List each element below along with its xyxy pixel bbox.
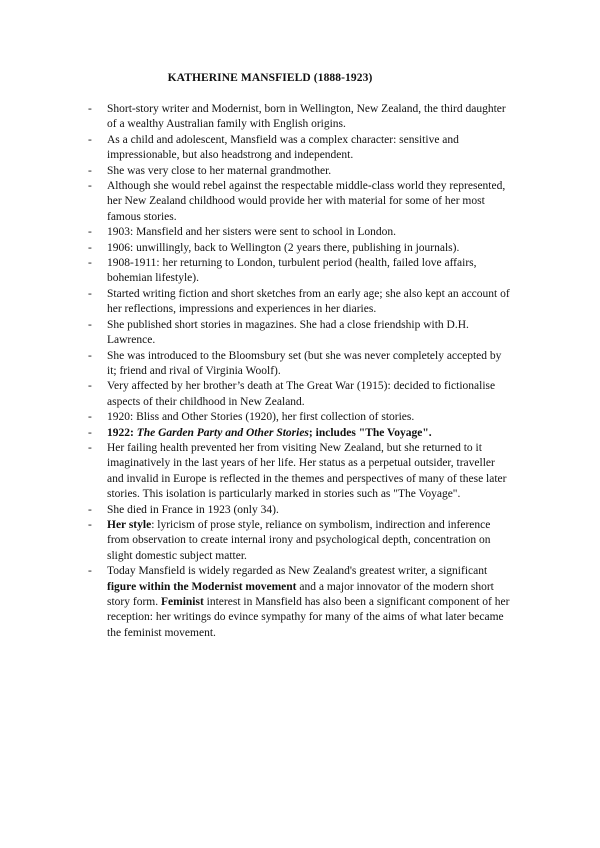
item-text: 1908-1911: her returning to London, turbulent period (health, failed love affairs, bohemian lifestyle). xyxy=(107,257,477,285)
list-item xyxy=(88,256,510,287)
document-title: KATHERINE MANSFIELD (1888-1923) xyxy=(167,72,373,84)
list-item-style xyxy=(88,518,510,564)
bullet-dash: - xyxy=(88,426,92,439)
bullet-dash: - xyxy=(88,565,92,578)
item-year: 1922: xyxy=(107,426,134,439)
biography-notes-list xyxy=(88,102,510,641)
item-text: 1903: Mansfield and her sisters were sent to school in London. xyxy=(107,226,397,239)
bullet-dash: - xyxy=(88,349,92,362)
item-text: Started writing fiction and short sketches from an early age; she also kept an account of her reflections, impressions and experiences in her diaries. xyxy=(107,287,510,316)
item-text: She was introduced to the Bloomsbury set (but she was never completely accepted by it; friend and rival of Virginia Woolf). xyxy=(107,349,502,377)
list-item xyxy=(88,102,510,133)
bullet-dash: - xyxy=(88,241,92,254)
item-emphasis: Feminist xyxy=(160,596,204,608)
bullet-dash: - xyxy=(88,180,92,193)
list-item xyxy=(88,410,510,425)
item-text: Her failing health prevented her from visiting New Zealand, but she returned to it imaginatively in the last years of her life. Her status as a perpetual outsider, traveller and invalid in Europe is reflected in the themes and perspectives of many of these later stories. This isolation is particularly marked in stories such as "The Voyage". xyxy=(107,441,507,501)
item-text: Today Mansfield is widely regarded as New Zealand's greatest writer, a significant xyxy=(107,565,488,578)
list-item xyxy=(88,133,510,164)
item-text: Although she would rebel against the respectable middle-class world they represented, her New Zealand childhood would provide her with material for some of her most famous stories. xyxy=(107,180,506,223)
item-text: As a child and adolescent, Mansfield was a complex character: sensitive and impressionable, but also headstrong and independent. xyxy=(107,133,459,162)
bullet-dash: - xyxy=(88,441,92,454)
item-text: She published short stories in magazines. She had a close friendship with D.H. Lawrence. xyxy=(107,318,469,347)
bullet-dash: - xyxy=(88,133,92,146)
list-item xyxy=(88,503,510,518)
bullet-dash: - xyxy=(88,164,92,177)
list-item xyxy=(88,379,510,410)
item-text: 1906: unwillingly, back to Wellington (2 years there, publishing in journals). xyxy=(107,241,460,254)
list-item-legacy xyxy=(88,564,510,641)
item-text: She died in France in 1923 (only 34). xyxy=(107,503,279,516)
bullet-dash: - xyxy=(88,411,92,424)
list-item xyxy=(88,441,510,503)
item-text: and a major innovator of the modern short story form. xyxy=(107,580,494,608)
item-emphasis: figure within the Modernist movement xyxy=(107,580,297,593)
bullet-dash: - xyxy=(88,287,92,300)
list-item xyxy=(88,241,510,256)
list-item xyxy=(88,349,510,380)
list-item xyxy=(88,225,510,240)
list-item xyxy=(88,318,510,349)
item-label: Her style xyxy=(107,518,152,531)
item-text: : lyricism of prose style, reliance on symbolism, indirection and inference from observation to create internal irony and psychological depth, concentration on slight domestic subject matter. xyxy=(107,518,491,562)
bullet-dash: - xyxy=(88,318,92,331)
item-text: ; includes "The Voyage". xyxy=(308,426,432,439)
list-item xyxy=(88,179,510,225)
bullet-dash: - xyxy=(88,518,92,531)
list-item xyxy=(88,164,510,179)
item-text: She was very close to her maternal grandmother. xyxy=(107,164,332,177)
item-text: Very affected by her brother’s death at The Great War (1915): decided to fictionalise aspects of their childhood in New Zealand. xyxy=(107,380,496,408)
bullet-dash: - xyxy=(88,380,92,393)
item-text: interest in Mansfield has also been a significant component of her reception: her writings do evince sympathy for many of the aims of what later became the feminist movement. xyxy=(107,596,510,639)
book-title: The Garden Party and Other Stories xyxy=(136,426,309,439)
list-item xyxy=(88,287,510,318)
item-text: Short-story writer and Modernist, born in Wellington, New Zealand, the third daughter of a wealthy Australian family with English origins. xyxy=(107,103,506,131)
bullet-dash: - xyxy=(88,503,92,516)
item-text: 1920: Bliss and Other Stories (1920), her first collection of stories. xyxy=(107,411,415,424)
bullet-dash: - xyxy=(88,257,92,270)
bullet-dash: - xyxy=(88,103,92,115)
bullet-dash: - xyxy=(88,226,92,239)
list-item-1922 xyxy=(88,426,510,441)
